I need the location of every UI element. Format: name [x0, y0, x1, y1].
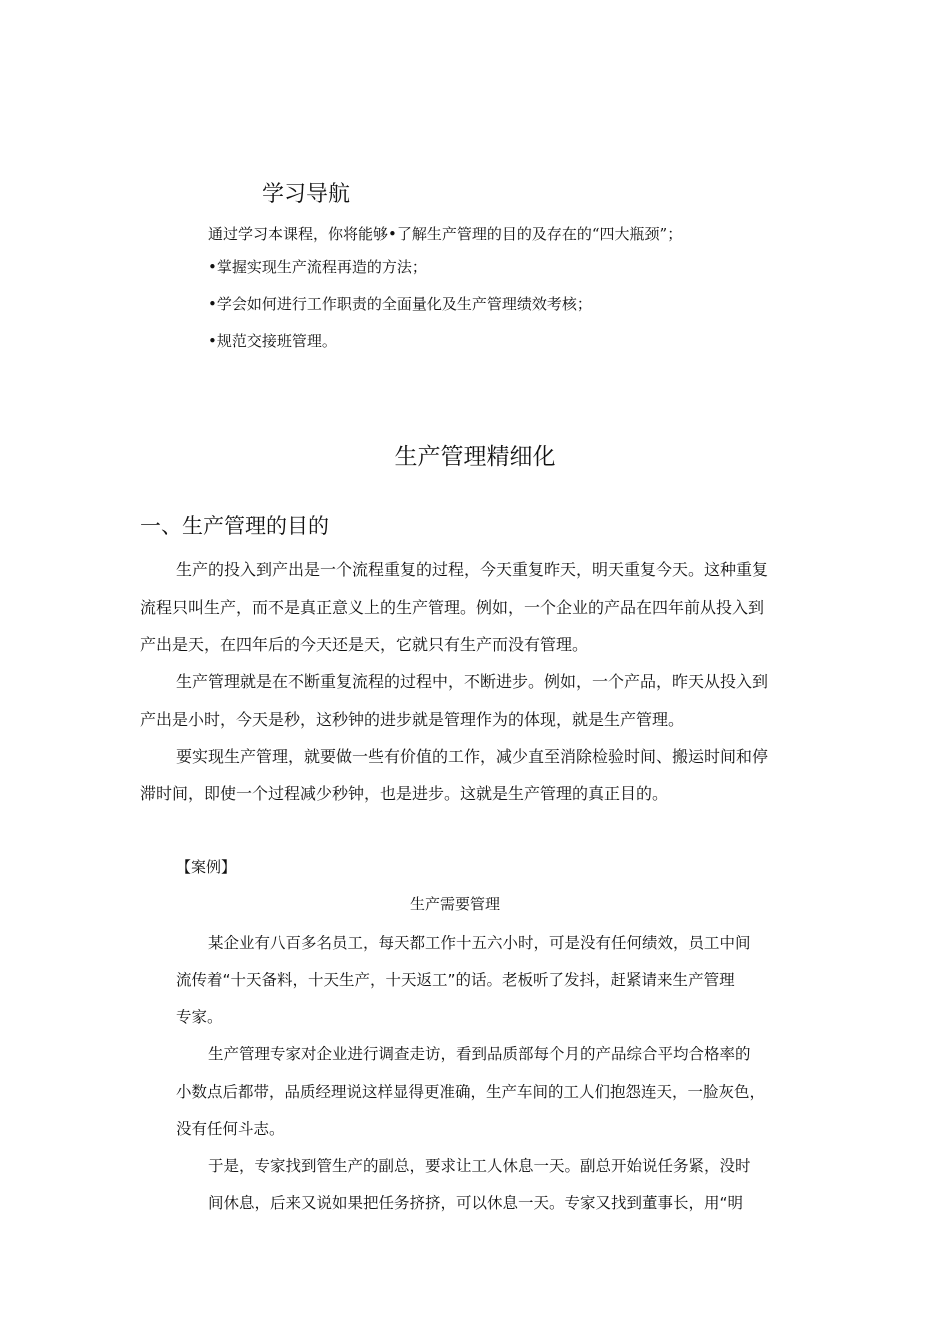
paragraph-line: 生产管理就是在不断重复流程的过程中，不断进步。例如，一个产品，昨天从投入到 [176, 672, 769, 691]
main-title: 生产管理精细化 [394, 444, 556, 470]
study-guide-line: •掌握实现生产流程再造的方法； [208, 258, 427, 276]
case-label: 【案例】 [176, 858, 237, 876]
paragraph-line: 产出是小时，今天是秒，这秒钟的进步就是管理作为的体现，就是生产管理。 [140, 710, 685, 729]
case-paragraph-line: 间休息，后来又说如果把任务挤挤，可以休息一天。专家又找到董事长，用“明 [208, 1194, 744, 1212]
paragraph-line: 流程只叫生产，而不是真正意义上的生产管理。例如，一个企业的产品在四年前从投入到 [140, 598, 765, 617]
study-guide-line: 通过学习本课程，你将能够•了解生产管理的目的及存在的“四大瓶颈”； [208, 225, 683, 243]
case-paragraph-line: 于是，专家找到管生产的副总，要求让工人休息一天。副总开始说任务紧，没时 [208, 1157, 751, 1175]
section-heading: 一、生产管理的目的 [140, 514, 329, 538]
case-paragraph-line: 流传着“十天备料，十天生产，十天返工”的话。老板听了发抖，赶紧请来生产管理 [176, 971, 735, 989]
study-guide-title: 学习导航 [262, 182, 351, 207]
case-paragraph-line: 没有任何斗志。 [176, 1120, 285, 1138]
case-title: 生产需要管理 [409, 895, 500, 913]
case-paragraph-line: 小数点后都带，品质经理说这样显得更准确，生产车间的工人们抱怨连天，一脸灰色， [176, 1083, 766, 1101]
study-guide-line: •规范交接班管理。 [208, 332, 337, 350]
paragraph-line: 生产的投入到产出是一个流程重复的过程，今天重复昨天，明天重复今天。这种重复 [176, 560, 769, 579]
case-paragraph-line: 专家。 [176, 1008, 223, 1026]
paragraph-line: 要实现生产管理，就要做一些有价值的工作，减少直至消除检验时间、搬运时间和停 [176, 747, 769, 766]
paragraph-line: 滞时间，即使一个过程减少秒钟，也是进步。这就是生产管理的真正目的。 [140, 784, 669, 803]
case-paragraph-line: 生产管理专家对企业进行调查走访，看到品质部每个月的产品综合平均合格率的 [208, 1045, 751, 1063]
paragraph-line: 产出是天，在四年后的今天还是天，它就只有生产而没有管理。 [140, 635, 589, 654]
case-paragraph-line: 某企业有八百多名员工，每天都工作十五六小时，可是没有任何绩效，员工中间 [208, 934, 751, 952]
study-guide-line: •学会如何进行工作职责的全面量化及生产管理绩效考核； [208, 295, 592, 313]
